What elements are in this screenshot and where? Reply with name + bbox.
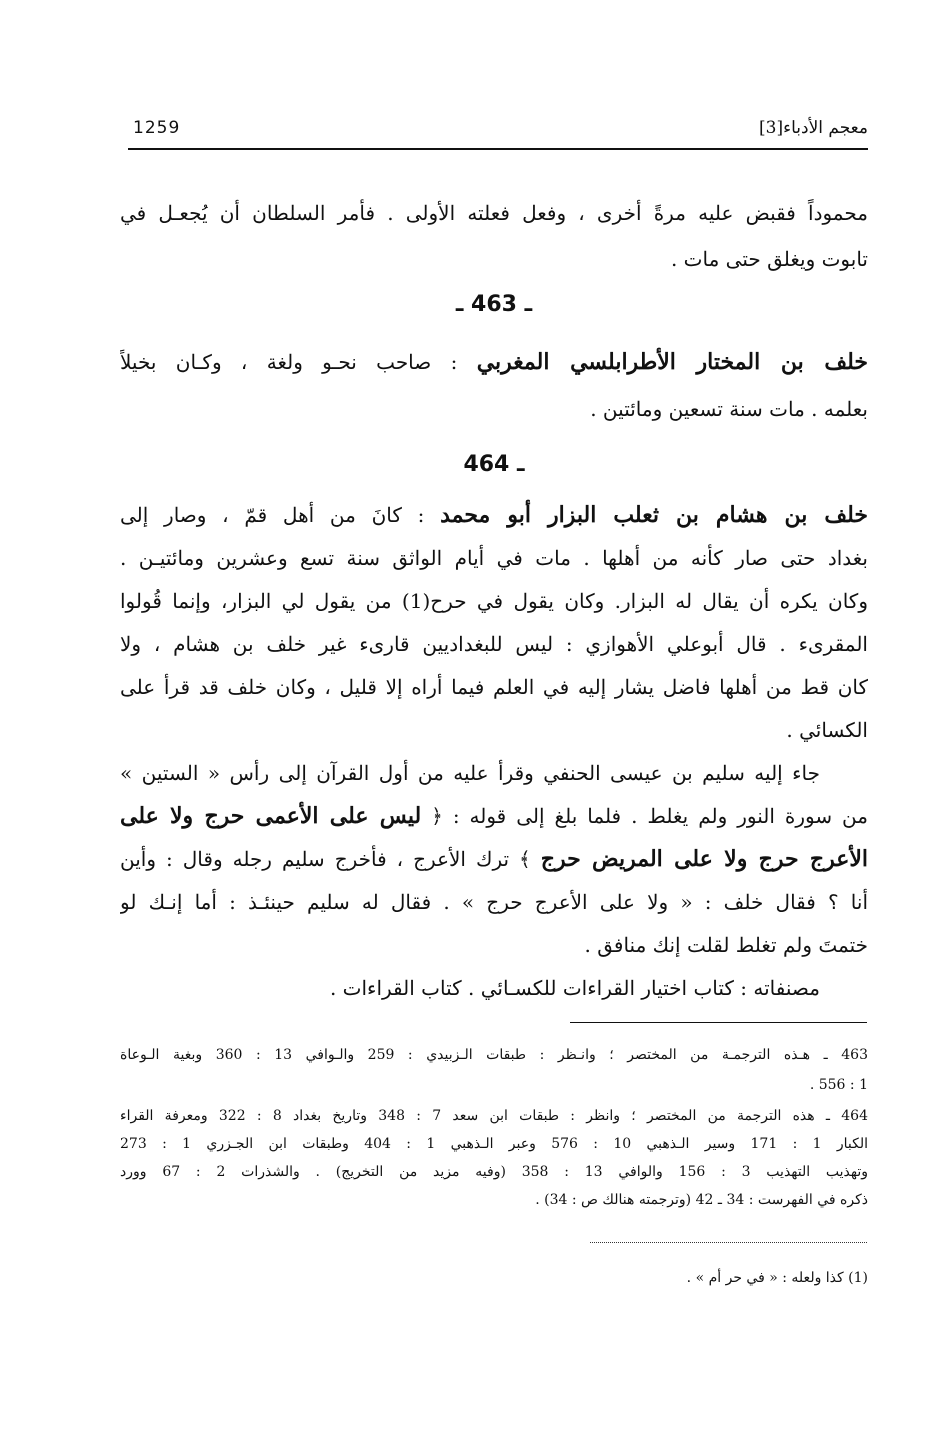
- quran-quote-part2: الأعرج حرج ولا على المريض حرج: [540, 846, 868, 872]
- quran-intro: من سورة النور ولم يغلط . فلما بلغ إلى قوله : ﴿: [431, 804, 868, 828]
- footnote-463: [120, 1040, 868, 1100]
- text-line: الكسائي .: [786, 718, 868, 742]
- text-line: جاء إليه سليم بن عيسى الحنفي وقرأ عليه من أول القرآن إلى رأس « الستين »: [120, 761, 820, 785]
- text-line: وكان يكره أن يقال له البزار. وكان يقول في حرح(1) من يقول لي البزار، وإنما قُولوا: [120, 589, 868, 613]
- text-line: تابوت ويغلق حتى مات .: [670, 247, 868, 271]
- footnote-line: وتهذيب التهذيب 3 : 156 والوافي 13 : 358 (وفيه مزيد من التخريج) . والشذرات 2 : 67 وورد: [120, 1164, 868, 1180]
- works-line: مصنفاته : كتاب اختيار القراءات للكسـائي . كتاب القراءات .: [329, 976, 820, 1000]
- dotted-rule: [590, 1242, 867, 1243]
- entry-463-line1-rest: : صاحب نحـو ولغة ، وكـان بخيلاً: [120, 350, 458, 374]
- text-line: [120, 494, 868, 537]
- entry-464-number: ـ 464: [463, 452, 525, 477]
- footnote-line: 463 ـ هـذه الترجمـة من المختصر ؛ وانـظر : طبقات الـزبيدي : 259 والـوافي 13 : 360 وبغية الـوعاة: [120, 1047, 868, 1063]
- footnote-line: الكبار 1 : 171 وسير الـذهبي 10 : 576 وعبر الـذهبي 1 : 404 وطبقات ابن الجـزري 1 : 273: [120, 1136, 868, 1152]
- text-line: [120, 838, 868, 881]
- running-head: معجم الأدباء[3]: [759, 118, 868, 138]
- quran-quote-part1: ليس على الأعمى حرج ولا على: [120, 803, 422, 829]
- text-line: المقرىء . قال أبوعلي الأهوازي : ليس للبغداديين قارىء غير خلف بن هشام ، ولا: [120, 632, 868, 656]
- entry-463-name: خلف بن المختار الأطرابلسي المغربي: [476, 349, 868, 375]
- text-line: ختمتَ ولم تغلط لقلت إنك منافق .: [584, 933, 868, 957]
- text-line: أنا ؟ فقال خلف : « ولا على الأعرج حرج » . فقال له سليم حينئـذ : أما إنـك لو: [120, 890, 868, 914]
- text-line: بعلمه . مات سنة تسعين ومائتين .: [590, 397, 868, 421]
- entry-463-number: ـ 463 ـ: [455, 292, 533, 317]
- entry-464-body: [120, 494, 868, 1010]
- entry-464-line1-rest: : كانَ من أهل قمّ ، وصار إلى: [120, 503, 425, 527]
- footnote-line: (1) كذا ولعله : « في حر أم » .: [686, 1270, 868, 1286]
- entry-463-body: [120, 338, 868, 432]
- footnote-line: 464 ـ هذه الترجمة من المختصر ؛ وانظر : طبقات ابن سعد 7 : 348 وتاريخ بغداد 8 : 322 ومعرفة القراء: [120, 1108, 868, 1124]
- text-line: كان قط من أهلها فاضل يشار إليه في العلم فيما أراه إلا قليل ، وكان خلف قد قرأ على: [120, 675, 868, 699]
- text-after-quote: ﴾ ترك الأعرج ، فأخرج سليم رجله وقال : وأين: [120, 847, 531, 871]
- text-line: بغداد حتى صار كأنه من أهلها . مات في أيام الواثق سنة تسع وعشرين ومائتيـن .: [120, 546, 868, 570]
- page-number: 1259: [133, 118, 181, 138]
- text-line: [120, 795, 868, 838]
- footnote-line: ذكره في الفهرست : 34 ـ 42 (وترجمته هنالك ص : 34) .: [535, 1192, 868, 1208]
- entry-464-name: خلف بن هشام بن ثعلب البزار أبو محمد: [440, 502, 868, 528]
- text-line: محموداً فقبض عليه مرةً أخرى ، وفعل فعلته الأولى . فأمر السلطان أن يُجعـل في: [120, 201, 868, 225]
- footnote-1: [120, 1262, 868, 1294]
- footnote-464: [120, 1102, 868, 1214]
- text-line: [120, 338, 868, 386]
- footnote-rule: [570, 1022, 867, 1023]
- footnote-line: 1 : 556 .: [809, 1077, 868, 1093]
- header-rule: [128, 148, 868, 150]
- intro-paragraph: [120, 190, 868, 282]
